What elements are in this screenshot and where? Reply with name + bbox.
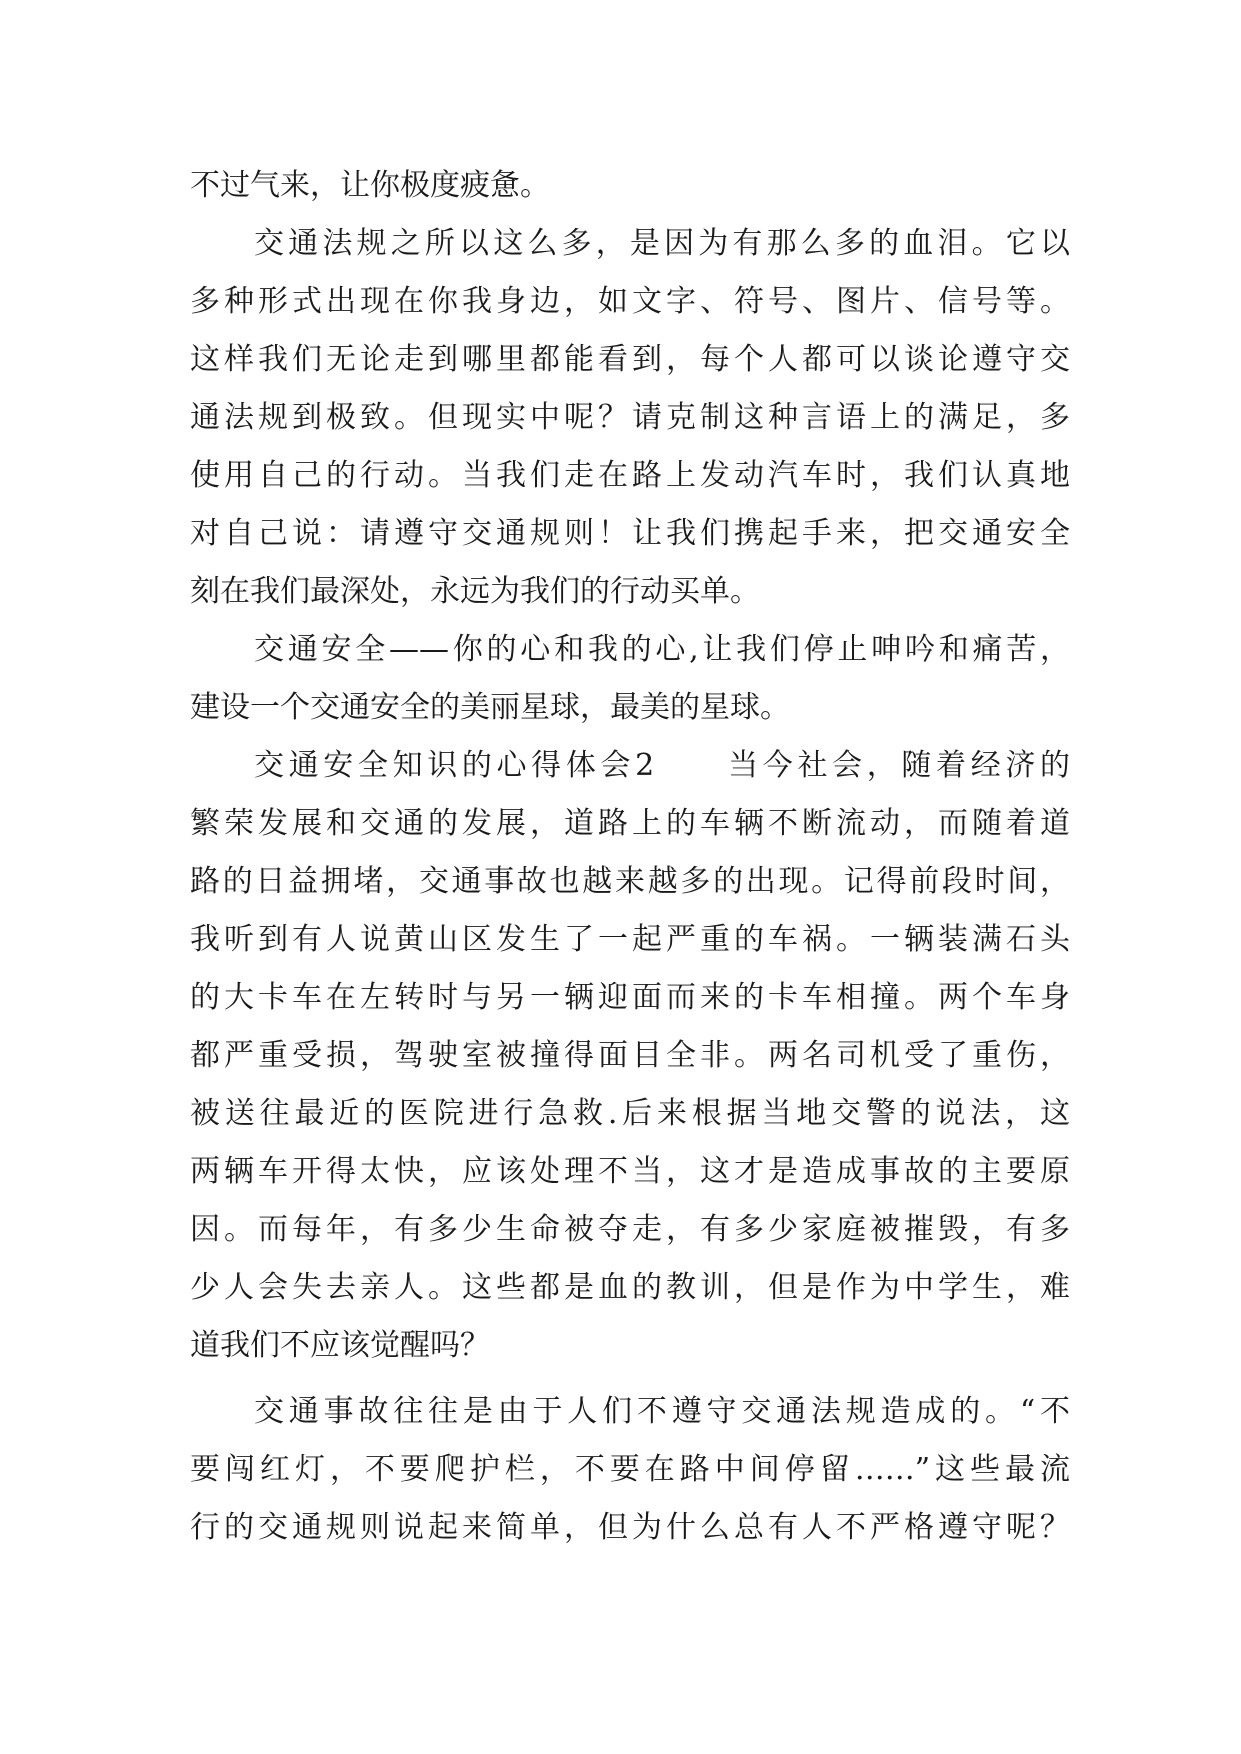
text-line: 被送往最近的医院进行急救.后来根据当地交警的说法，这 — [190, 1096, 1070, 1131]
text-line: 这样我们无论走到哪里都能看到，每个人都可以谈论遵守交 — [190, 342, 1070, 377]
text-line: 使用自己的行动。当我们走在路上发动汽车时，我们认真地 — [190, 458, 1070, 493]
text-line: 对自己说：请遵守交通规则！让我们携起手来，把交通安全 — [190, 516, 1070, 551]
document-body — [190, 157, 1070, 1557]
text-line: 的大卡车在左转时与另一辆迎面而来的卡车相撞。两个车身 — [190, 980, 1070, 1015]
paragraph-start-line: 交通安全——你的心和我的心,让我们停止呻吟和痛苦， — [254, 632, 1070, 667]
paragraph-start-line: 交通安全知识的心得体会2 当今社会，随着经济的 — [254, 748, 1070, 783]
text-line: 道我们不应该觉醒吗？ — [190, 1328, 490, 1363]
text-line: 都严重受损，驾驶室被撞得面目全非。两名司机受了重伤， — [190, 1038, 1070, 1073]
text-line: 两辆车开得太快，应该处理不当，这才是造成事故的主要原 — [190, 1154, 1070, 1189]
text-line: 通法规到极致。但现实中呢？请克制这种言语上的满足，多 — [190, 400, 1070, 435]
text-line: 刻在我们最深处，永远为我们的行动买单。 — [190, 574, 760, 609]
text-line: 因。而每年，有多少生命被夺走，有多少家庭被摧毁，有多 — [190, 1212, 1070, 1247]
text-line: 不过气来，让你极度疲惫。 — [190, 168, 550, 203]
paragraph-start-line: 交通事故往往是由于人们不遵守交通法规造成的。“不 — [254, 1394, 1070, 1429]
text-line: 行的交通规则说起来简单，但为什么总有人不严格遵守呢？ — [190, 1510, 1070, 1545]
text-line: 繁荣发展和交通的发展，道路上的车辆不断流动，而随着道 — [190, 806, 1070, 841]
text-line: 少人会失去亲人。这些都是血的教训，但是作为中学生，难 — [190, 1270, 1070, 1305]
text-line: 路的日益拥堵，交通事故也越来越多的出现。记得前段时间， — [190, 864, 1070, 899]
text-line: 要闯红灯，不要爬护栏，不要在路中间停留……”这些最流 — [190, 1452, 1070, 1487]
text-line: 多种形式出现在你我身边，如文字、符号、图片、信号等。 — [190, 284, 1070, 319]
text-line: 建设一个交通安全的美丽星球，最美的星球。 — [190, 690, 790, 725]
text-line: 我听到有人说黄山区发生了一起严重的车祸。一辆装满石头 — [190, 922, 1070, 957]
paragraph-start-line: 交通法规之所以这么多，是因为有那么多的血泪。它以 — [254, 226, 1070, 261]
